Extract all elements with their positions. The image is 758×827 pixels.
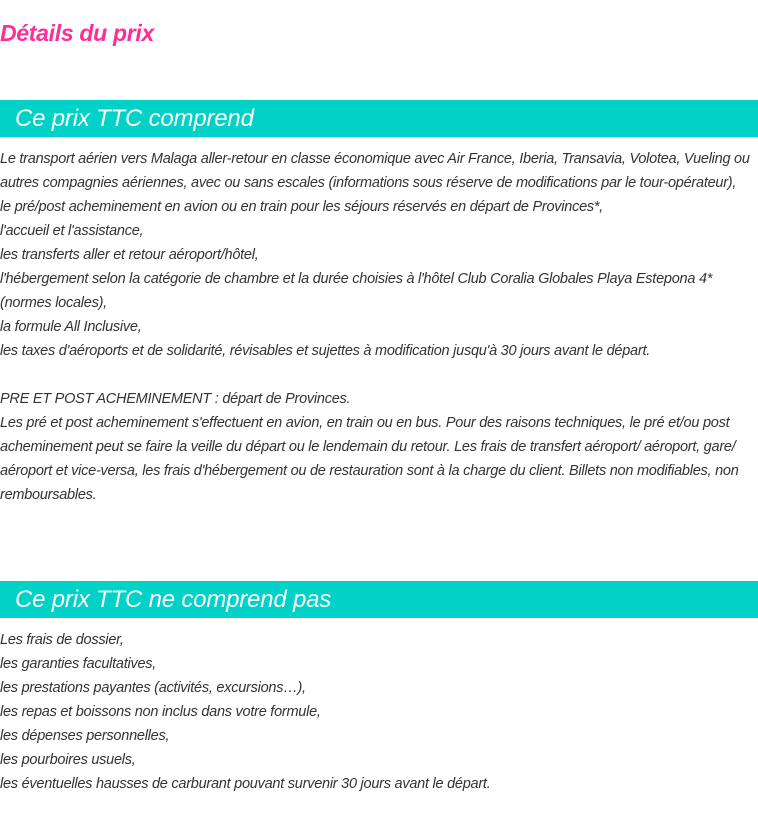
excludes-item: les repas et boissons non inclus dans votre formule,: [0, 704, 321, 720]
excludes-item: Les frais de dossier,: [0, 632, 124, 648]
includes-item: les transferts aller et retour aéroport/hôtel,: [0, 247, 259, 263]
transport-note-title: PRE ET POST ACHEMINEMENT : départ de Provinces.: [0, 391, 351, 407]
includes-item: les taxes d'aéroports et de solidarité, révisables et sujettes à modification jusqu'à 30 jours avant le départ.: [0, 343, 650, 359]
excludes-item: les dépenses personnelles,: [0, 728, 170, 744]
excludes-item: les garanties facultatives,: [0, 656, 157, 672]
excludes-item: les prestations payantes (activités, excursions…),: [0, 680, 306, 696]
excludes-list: [0, 628, 758, 796]
excludes-item: les éventuelles hausses de carburant pouvant survenir 30 jours avant le départ.: [0, 776, 491, 792]
includes-item: l'hébergement selon la catégorie de chambre et la durée choisies à l'hôtel Club Coralia Globales Playa Estepona 4* (normes locales),: [0, 271, 713, 311]
includes-item: Le transport aérien vers Malaga aller-retour en classe économique avec Air France, Iberia, Transavia, Volotea, Vueling ou autres compagnies aériennes, avec ou sans escales (informations sous réserve de modifications par le tour-opérateur),: [0, 151, 750, 191]
includes-list: [0, 147, 758, 507]
transport-note-text: Les pré et post acheminement s'effectuent en avion, en train ou en bus. Pour des raisons techniques, le pré et/ou post acheminement peut se faire la veille du départ ou le lendemain du retour. Les frais de transfert aéroport/ aéroport, gare/ aéroport et vice-versa, les frais d'hébergement ou de restauration sont à la charge du client. Billets non modifiables, non remboursables.: [0, 415, 739, 503]
includes-heading: Ce prix TTC comprend: [0, 100, 758, 137]
includes-item: la formule All Inclusive,: [0, 319, 142, 335]
includes-item: le pré/post acheminement en avion ou en train pour les séjours réservés en départ de Provinces*,: [0, 199, 604, 215]
page-title: Détails du prix: [0, 20, 154, 46]
excludes-item: les pourboires usuels,: [0, 752, 136, 768]
excludes-heading: Ce prix TTC ne comprend pas: [0, 581, 758, 618]
includes-item: l'accueil et l'assistance,: [0, 223, 144, 239]
spacer: [0, 363, 758, 387]
